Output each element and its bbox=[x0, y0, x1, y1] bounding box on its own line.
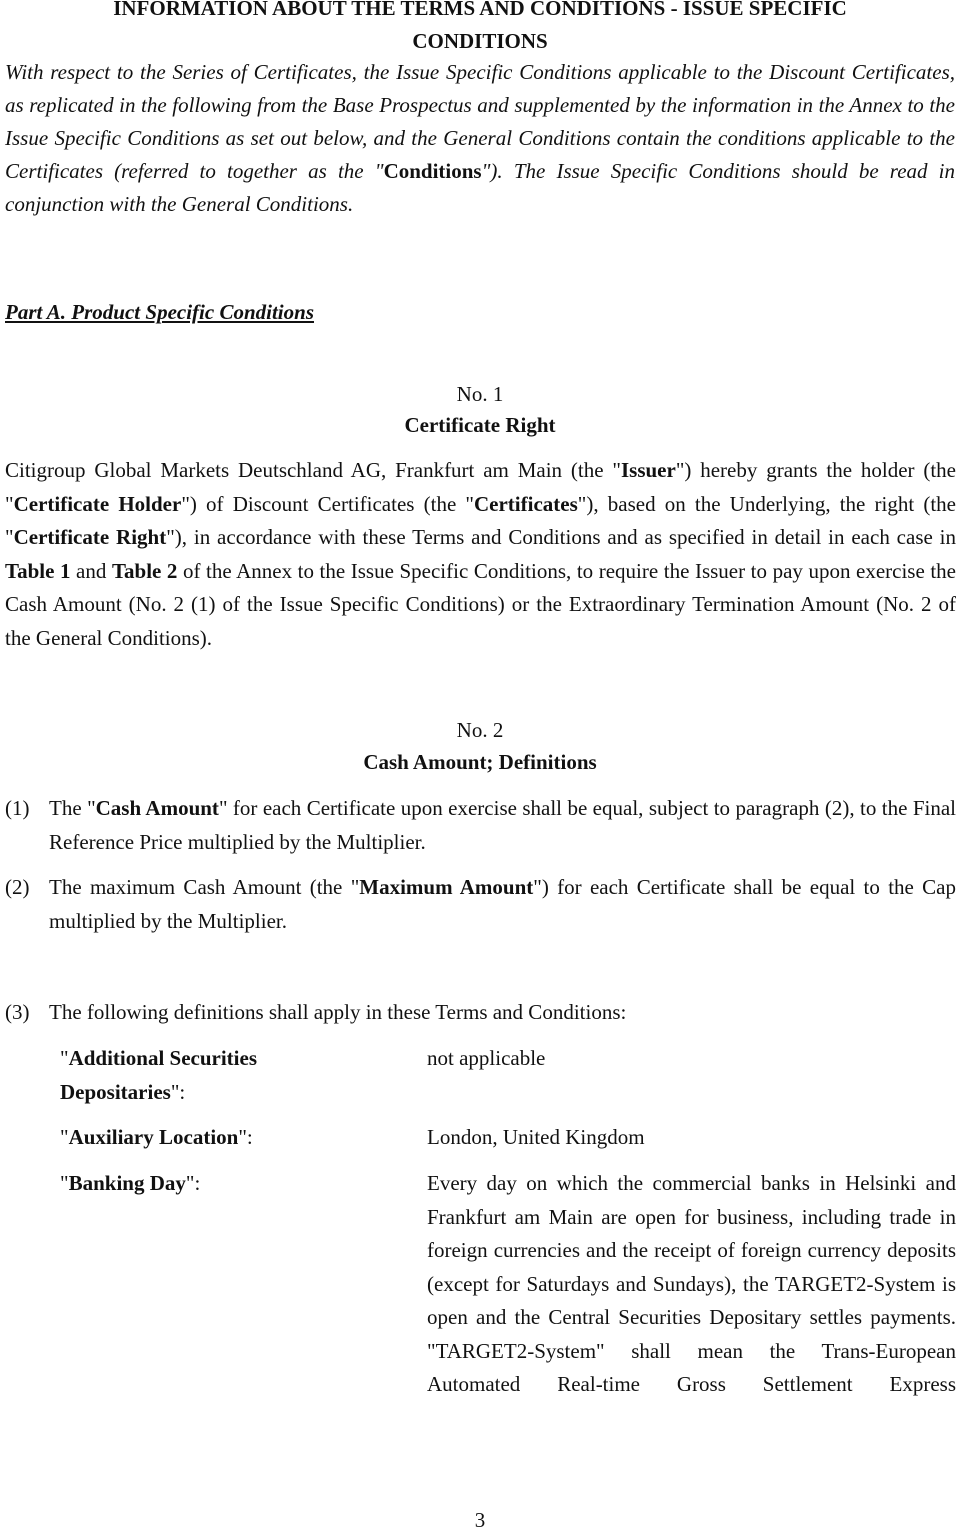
intro-paragraph bbox=[5, 56, 955, 221]
definition-term: "Auxiliary Location": bbox=[60, 1125, 253, 1149]
paragraph-1-text: The "Cash Amount" for each Certificate upon exercise shall be equal, subject to paragraph (2), to the Final Reference Price multiplied by the Multiplier. bbox=[49, 796, 956, 854]
definition-term: "Banking Day": bbox=[60, 1171, 201, 1195]
paragraph-3-number: (3) bbox=[5, 1000, 30, 1024]
section-heading-line-1: INFORMATION ABOUT THE TERMS AND CONDITIONS - ISSUE SPECIFIC bbox=[113, 0, 847, 20]
section-heading-line-2: CONDITIONS bbox=[412, 29, 548, 53]
intro-text-2: "). The Issue Specific Conditions should be read in conjunction with the General Conditions. bbox=[5, 159, 955, 216]
paragraph-2-text: The maximum Cash Amount (the "Maximum Amount") for each Certificate shall be equal to the Cap multiplied by the Multiplier. bbox=[49, 875, 956, 933]
definition-value: Every day on which the commercial banks in Helsinki and Frankfurt am Main are open for business, including trade in foreign currencies and the receipt of foreign currency deposits (except for Saturdays and Sundays), the TARGET2-System is open and the Central Securities Depositary settles payments. "TARGET2-System" shall mean the Trans-European Automated Real-time Gross Settlement Express bbox=[427, 1171, 956, 1396]
intro-bold-conditions: Conditions bbox=[383, 159, 482, 183]
definition-value: not applicable bbox=[427, 1046, 546, 1070]
no2-title: Cash Amount; Definitions bbox=[363, 750, 597, 774]
no2-number: No. 2 bbox=[456, 718, 504, 742]
no1-title: Certificate Right bbox=[404, 413, 556, 437]
part-a-heading: Part A. Product Specific Conditions bbox=[5, 300, 314, 324]
paragraph-3-text: The following definitions shall apply in these Terms and Conditions: bbox=[49, 1000, 627, 1024]
certificate-right-paragraph: Citigroup Global Markets Deutschland AG, Frankfurt am Main (the "Issuer") hereby grants the holder (the "Certificate Holder") of Discount Certificates (the "Certificates"), based on the Underlying, the right (the "Certificate Right"), in accordance with these Terms and Conditions and as specified in detail in each case in Table 1 and Table 2 of the Annex to the Issue Specific Conditions, to require the Issuer to pay upon exercise the Cash Amount (No. 2 (1) of the Issue Specific Conditions) or the Extraordinary Termination Amount (No. 2 of the General Conditions). bbox=[5, 458, 957, 650]
definition-term: "Additional Securities Depositaries": bbox=[60, 1046, 258, 1104]
definition-value: London, United Kingdom bbox=[427, 1125, 645, 1149]
paragraph-2-number: (2) bbox=[5, 875, 30, 899]
no1-number: No. 1 bbox=[456, 382, 504, 406]
intro-text-1: With respect to the Series of Certificates, the Issue Specific Conditions applicable to the Discount Certificates, as replicated in the following from the Base Prospectus and supplemented by the information in the Annex to the Issue Specific Conditions as set out below, and the General Conditions contain the conditions applicable to the Certificates (referred to together as the " bbox=[5, 60, 955, 183]
paragraph-1-number: (1) bbox=[5, 796, 30, 820]
page-number: 3 bbox=[474, 1508, 486, 1532]
